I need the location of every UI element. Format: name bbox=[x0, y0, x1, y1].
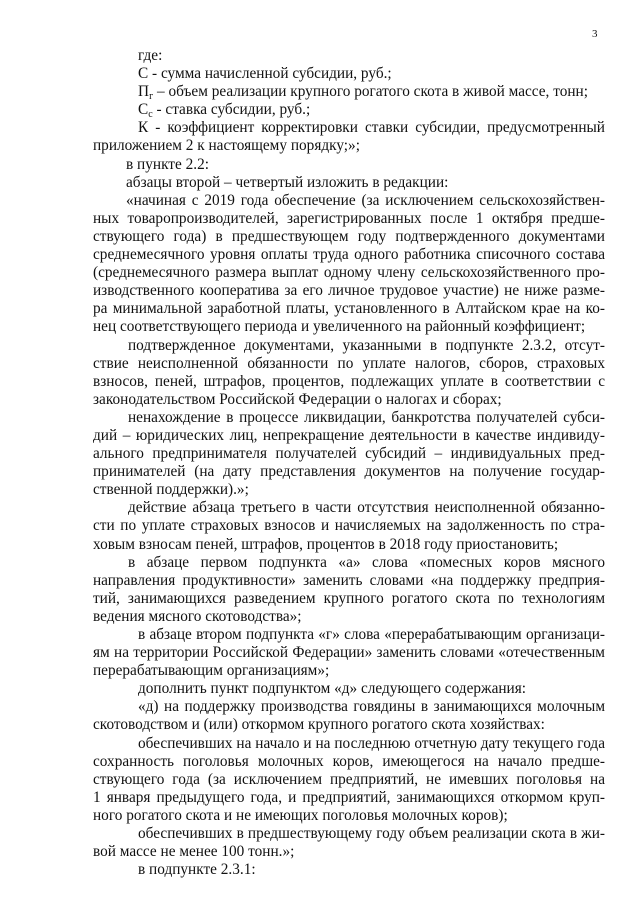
text-line bbox=[93, 65, 605, 83]
text-line: среднемесячного уровня оплаты труда одного работника списочного состава bbox=[93, 246, 605, 264]
text-line: ствующего года (за исключением предприятий, не имевших поголовья на bbox=[93, 770, 605, 788]
text-segment: - ставка субсидии, руб.; bbox=[152, 101, 311, 119]
text-line: ненахождение в процессе ликвидации, банкротства получателей субси- bbox=[128, 408, 605, 426]
text-line: ственной поддержки).»; bbox=[93, 481, 249, 499]
text-line: «д) на поддержку производства говядины в занимающихся молочным bbox=[138, 698, 605, 716]
text-line: абзацы второй – четвертый изложить в редакции: bbox=[126, 173, 449, 191]
text-line: сохранность поголовья молочных коров, имеющегося на начало предше- bbox=[93, 752, 605, 770]
text-line: ховым взносам пеней, штрафов, процентов в 2018 году приостановить; bbox=[93, 535, 559, 553]
text-segment: С bbox=[138, 101, 149, 119]
text-line: где: bbox=[138, 47, 163, 64]
text-line: в абзаце втором подпункта «г» слова «перерабатывающим организаци- bbox=[138, 626, 605, 643]
text-line: вой массе не менее 100 тонн.»; bbox=[93, 843, 295, 861]
text-line: К - коэффициент корректировки ставки субсидии, предусмотренный bbox=[138, 119, 605, 137]
text-line: принимателей (на дату представления документов на получение государ- bbox=[93, 463, 605, 481]
text-line: приложением 2 к настоящему порядку;»; bbox=[93, 137, 360, 155]
text-line: действие абзаца третьего в части отсутствия неисполненной обязанно- bbox=[128, 499, 605, 517]
text-segment: П bbox=[138, 83, 150, 101]
text-segment: С - сумма начисленной субсидии, руб.; bbox=[138, 65, 392, 83]
text-line: ального предпринимателя получателей субсидий – индивидуальных пред- bbox=[93, 445, 605, 463]
text-segment: – объем реализации крупного рогатого скота в живой массе, тонн; bbox=[153, 83, 588, 101]
text-line: ного рогатого скота и не имеющих поголовья молочных коров); bbox=[93, 806, 508, 824]
text-line: дий – юридических лиц, непрекращение деятельности в качестве индивиду- bbox=[93, 426, 605, 444]
text-line: ям на территории Российской Федерации» заменить словами «отечественным bbox=[93, 644, 605, 662]
text-line: ствие неисполненной обязанности по уплате налогов, сборов, страховых bbox=[93, 354, 605, 372]
text-line: в пункте 2.2: bbox=[126, 155, 209, 173]
text-line: в подпункте 2.3.1: bbox=[138, 861, 256, 879]
text-line: изводственного кооператива за его личное трудовое участие) не ниже разме- bbox=[93, 282, 605, 300]
text-line: дополнить пункт подпунктом «д» следующего содержания: bbox=[138, 680, 527, 698]
text-line bbox=[93, 101, 605, 119]
text-line: ствующего года) в предшествующем году подтвержденного документами bbox=[93, 227, 605, 245]
text-line: 1 января предыдущего года, и предприятий, занимающихся откормом круп- bbox=[93, 788, 605, 806]
text-line: обеспечивших в предшествующему году объем реализации скота в жи- bbox=[138, 825, 605, 843]
text-line: «начиная с 2019 года обеспечение (за исключением сельскохозяйствен- bbox=[126, 191, 605, 209]
text-line bbox=[93, 83, 605, 101]
text-line: перерабатывающим организациям»; bbox=[93, 662, 330, 680]
text-line: тий, занимающихся разведением крупного рогатого скота по технологиям bbox=[93, 589, 605, 607]
text-line: ных товаропроизводителей, зарегистрированных после 1 октября предше- bbox=[93, 209, 605, 227]
text-line: обеспечивших на начало и на последнюю отчетную дату текущего года bbox=[138, 734, 605, 752]
text-line: (среднемесячного размера выплат одному члену сельскохозяйственного про- bbox=[93, 264, 605, 282]
text-line: законодательством Российской Федерации о налогах и сборах; bbox=[93, 390, 502, 408]
document-body bbox=[93, 47, 605, 879]
text-line: сти по уплате страховых взносов и начисляемых на задолженность по стра- bbox=[93, 517, 605, 535]
text-line: ведения мясного скотоводства»; bbox=[93, 607, 302, 625]
text-line: подтвержденное документами, указанными в подпункте 2.3.2, отсут- bbox=[128, 336, 605, 354]
text-line: нец соответствующего периода и увеличенного на районный коэффициент; bbox=[93, 318, 586, 336]
text-line: в абзаце первом подпункта «а» слова «помесных коров мясного bbox=[128, 553, 605, 571]
page-number: 3 bbox=[592, 28, 598, 40]
subscript: г bbox=[149, 91, 154, 103]
text-line: направления продуктивности» заменить словами «на поддержку предприя- bbox=[93, 571, 605, 589]
subscript: с bbox=[148, 109, 153, 121]
text-line: ра минимальной заработной платы, установленного в Алтайском крае на ко- bbox=[93, 300, 605, 318]
text-line: скотоводством и (или) откормом крупного рогатого скота хозяйствах: bbox=[93, 716, 545, 734]
text-line: взносов, пеней, штрафов, процентов, подлежащих уплате в соответствии с bbox=[93, 372, 605, 390]
